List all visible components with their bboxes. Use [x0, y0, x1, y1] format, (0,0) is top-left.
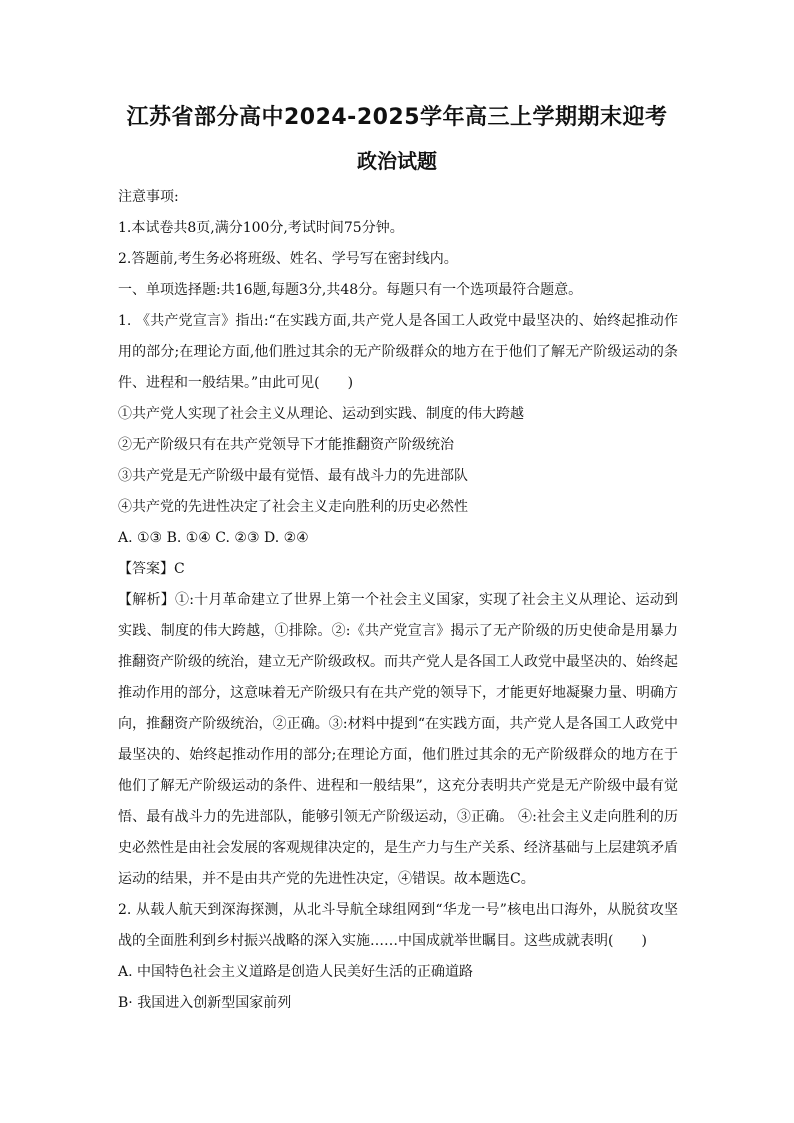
section-heading: 一、单项选择题:共16题,每题3分,共48分。每题只有一个选项最符合题意。 — [118, 282, 583, 298]
question-1-analysis — [118, 585, 678, 895]
question-1-option: ②无产阶级只有在共产党领导下才能推翻资产阶级统治 — [118, 437, 454, 453]
document-title: 江苏省部分高中2024-2025学年高三上学期期末迎考 — [126, 105, 668, 130]
analysis-label: 【解析】 — [118, 592, 175, 608]
notice-item: 1.本试卷共8页,满分100分,考试时间75分钟。 — [118, 220, 404, 236]
question-1-option: ④共产党的先进性决定了社会主义走向胜利的历史必然性 — [118, 499, 468, 515]
question-2-stem: 2. 从载人航天到深海探测，从北斗导航全球组网到“华龙一号”核电出口海外，从脱贫攻坚战的全面胜利到乡村振兴战略的深入实施……中国成就举世瞩目。这些成就表明( ) — [118, 902, 678, 949]
notice-heading: 注意事项: — [118, 189, 179, 205]
question-1-stem: 1. 《共产党宣言》指出:“在实践方面,共产党人是各国工人政党中最坚决的、始终起推动作用的部分;在理论方面,他们胜过其余的无产阶级群众的地方在于他们了解无产阶级运动的条件、进程和一般结果。”由此可见( ) — [118, 313, 678, 391]
question-1-option: ①共产党人实现了社会主义从理论、运动到实践、制度的伟大跨越 — [118, 406, 524, 422]
question-2-option: B· 我国进入创新型国家前列 — [118, 995, 292, 1011]
document-subtitle: 政治试题 — [357, 149, 437, 173]
analysis-text: ①:十月革命建立了世界上第一个社会主义国家，实现了社会主义从理论、运动到实践、制度的伟大跨越，①排除。②:《共产党宣言》揭示了无产阶级的历史使命是用暴力推翻资产阶级的统治，建立无产阶级政权。而共产党人是各国工人政党中最坚决的、始终起推动作用的部分，这意味着无产阶级只有在共产党的领导下，才能更好地凝聚力量、明确方向，推翻资产阶级统治，②正确。③:材料中提到“在实践方面，共产党人是各国工人政党中最坚决的、始终起推动作用的部分;在理论方面，他们胜过其余的无产阶级群众的地方在于他们了解无产阶级运动的条件、进程和一般结果”，这充分表明共产党是无产阶级中最有觉悟、最有战斗力的先进部队，能够引领无产阶级运动，③正确。 ④:社会主义走向胜利的历史必然性是由社会发展的客观规律决定的，是生产力与生产关系、经济基础与上层建筑矛盾运动的结果，并不是由共产党的先进性决定，④错误。故本题选C。 — [118, 592, 678, 887]
notice-item: 2.答题前,考生务必将班级、姓名、学号写在密封线内。 — [118, 251, 458, 267]
question-1-answer: 【答案】C — [118, 561, 185, 577]
question-1-option: ③共产党是无产阶级中最有觉悟、最有战斗力的先进部队 — [118, 468, 468, 484]
document-body — [118, 182, 678, 1019]
question-2-option: A. 中国特色社会主义道路是创造人民美好生活的正确道路 — [118, 964, 474, 980]
question-1-choices: A. ①③ B. ①④ C. ②③ D. ②④ — [118, 530, 309, 546]
